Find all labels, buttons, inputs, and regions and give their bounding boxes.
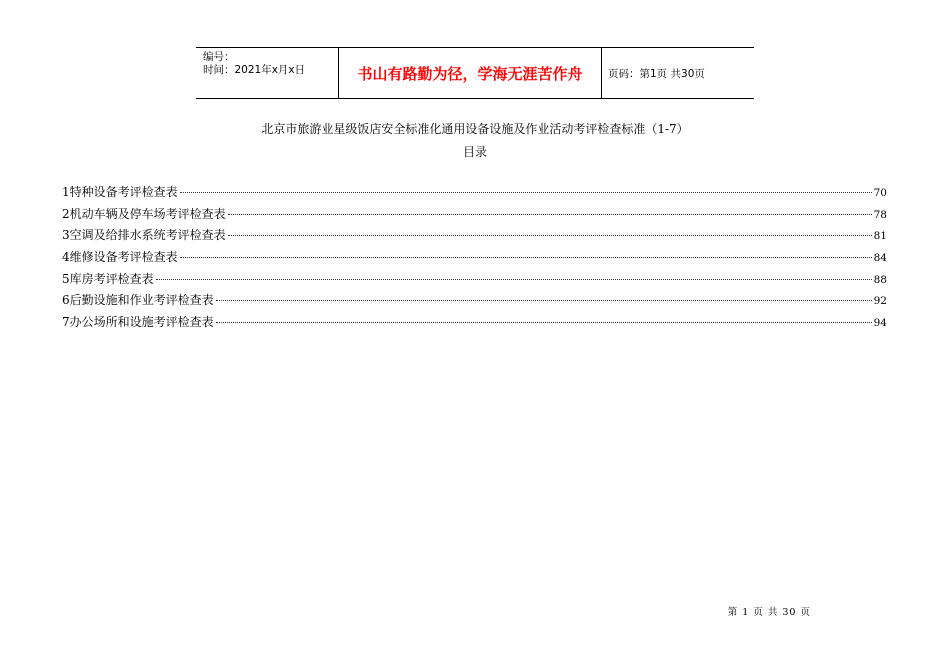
- toc-entry[interactable]: [62, 205, 887, 227]
- toc-entry-page: 78: [873, 208, 887, 221]
- toc-heading: 目录: [462, 145, 487, 159]
- toc-entry-page: 88: [873, 273, 887, 286]
- toc-leader-dots: [180, 257, 872, 258]
- header-page-info: 页码：第1页 共30页: [608, 67, 705, 80]
- header-motto: 书山有路勤为径，学海无涯苦作舟: [339, 48, 602, 98]
- code-label: 编号：: [203, 51, 235, 63]
- toc-entry[interactable]: [62, 183, 887, 205]
- toc-entry[interactable]: [62, 226, 887, 248]
- toc-entry[interactable]: [62, 248, 887, 270]
- toc-leader-dots: [216, 300, 872, 301]
- toc-entry-label: 6后勤设施和作业考评检查表: [62, 293, 214, 308]
- toc-entry-page: 84: [873, 252, 887, 265]
- toc-entry-label: 7办公场所和设施考评检查表: [62, 315, 214, 330]
- toc-leader-dots: [216, 322, 872, 323]
- toc-entry[interactable]: [62, 291, 887, 313]
- toc-entry-label: 4维修设备考评检查表: [62, 250, 178, 265]
- toc-entry-label: 1特种设备考评检查表: [62, 185, 178, 199]
- table-of-contents: [62, 183, 887, 335]
- toc-leader-dots: [156, 279, 872, 280]
- toc-entry-label: 2机动车辆及停车场考评检查表: [62, 206, 226, 221]
- page-footer: 第 1 页 共 30 页: [727, 607, 811, 618]
- toc-entry-page: 94: [873, 317, 887, 330]
- toc-entry[interactable]: [62, 313, 887, 335]
- toc-entry-page: 81: [873, 230, 887, 243]
- header-meta-cell: [196, 48, 339, 98]
- date-text: 时间：2021年x月x日: [203, 64, 306, 76]
- toc-leader-dots: [180, 192, 872, 193]
- document-title: 北京市旅游业星级饭店安全标准化通用设备设施及作业活动考评检查标准（1-7）: [261, 122, 689, 136]
- toc-leader-dots: [228, 214, 872, 215]
- toc-entry[interactable]: [62, 270, 887, 292]
- toc-entry-page: 70: [873, 187, 887, 199]
- page-header: [196, 47, 754, 99]
- toc-entry-label: 5库房考评检查表: [62, 271, 154, 286]
- toc-entry-page: 92: [873, 295, 887, 308]
- toc-entry-label: 3空调及给排水系统考评检查表: [62, 228, 226, 243]
- toc-leader-dots: [228, 235, 872, 236]
